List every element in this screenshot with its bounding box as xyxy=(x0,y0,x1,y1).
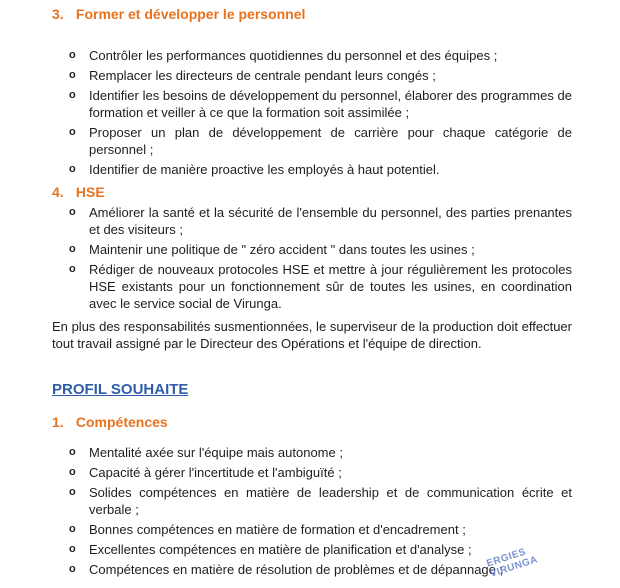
bullet-icon: o xyxy=(69,243,76,255)
list-item: o Remplacer les directeurs de centrale pendant leurs congés ; xyxy=(69,68,436,83)
bullet-icon: o xyxy=(69,466,76,478)
bullet-icon: o xyxy=(69,563,76,575)
list-item: o Maintenir une politique de " zéro accident " dans toutes les usines ; xyxy=(69,242,475,257)
section-3-title: Former et développer le personnel xyxy=(75,6,306,22)
bullet-icon: o xyxy=(69,69,76,81)
section-3-heading xyxy=(52,6,305,22)
list-item: o Mentalité axée sur l'équipe mais autonome ; xyxy=(69,445,343,460)
section-4-list xyxy=(69,204,572,315)
profil-souhaite-title: PROFIL SOUHAITE xyxy=(52,381,189,398)
bullet-icon: o xyxy=(69,263,76,275)
bullet-icon: o xyxy=(69,49,76,61)
list-item: o Capacité à gérer l'incertitude et l'ambiguïté ; xyxy=(69,465,342,480)
section-4-title: HSE xyxy=(75,184,105,200)
list-item: o Identifier de manière proactive les employés à haut potentiel. xyxy=(69,162,440,177)
bullet-icon: o xyxy=(69,206,76,218)
section-3-number: 3. xyxy=(52,6,64,22)
bullet-icon: o xyxy=(69,89,76,101)
bullet-icon: o xyxy=(69,163,76,175)
section-3-list xyxy=(69,47,572,181)
list-item: o Contrôler les performances quotidiennes du personnel et des équipes ; xyxy=(69,48,498,63)
closing-paragraph: En plus des responsabilités susmentionnées, le superviseur de la production doit effectuer tout travail assigné par le Directeur des Opérations et l'équipe de direction. xyxy=(52,319,572,351)
bullet-icon: o xyxy=(69,446,76,458)
competences-heading xyxy=(52,414,168,430)
list-item: o Bonnes compétences en matière de formation et d'encadrement ; xyxy=(69,522,466,537)
list-item: o Améliorer la santé et la sécurité de l'ensemble du personnel, des parties prenantes et des visiteurs ; xyxy=(69,205,572,237)
section-4-heading xyxy=(52,184,105,200)
list-item: o Rédiger de nouveaux protocoles HSE et mettre à jour régulièrement les protocoles HSE existants pour un fonctionnement sûr de toutes les usines, en coordination avec le service social de Virunga. xyxy=(69,262,572,311)
bullet-icon: o xyxy=(69,543,76,555)
list-item: o Excellentes compétences en matière de planification et d'analyse ; xyxy=(69,542,472,557)
list-item: o Compétences en matière de résolution de problèmes et de dépannage ; xyxy=(69,562,504,577)
list-item: o Solides compétences en matière de leadership et de communication écrite et verbale ; xyxy=(69,485,572,517)
competences-number: 1. xyxy=(52,414,64,430)
company-stamp: ERGIES VIRUNGA xyxy=(485,546,540,581)
list-item: o Proposer un plan de développement de carrière pour chaque catégorie de personnel ; xyxy=(69,125,572,157)
list-item: o Identifier les besoins de développement du personnel, élaborer des programmes de formation et veiller à ce que la formation soit assimilée ; xyxy=(69,88,572,120)
bullet-icon: o xyxy=(69,523,76,535)
competences-title: Compétences xyxy=(75,414,168,430)
bullet-icon: o xyxy=(69,126,76,138)
bullet-icon: o xyxy=(69,486,76,498)
section-4-number: 4. xyxy=(52,184,64,200)
